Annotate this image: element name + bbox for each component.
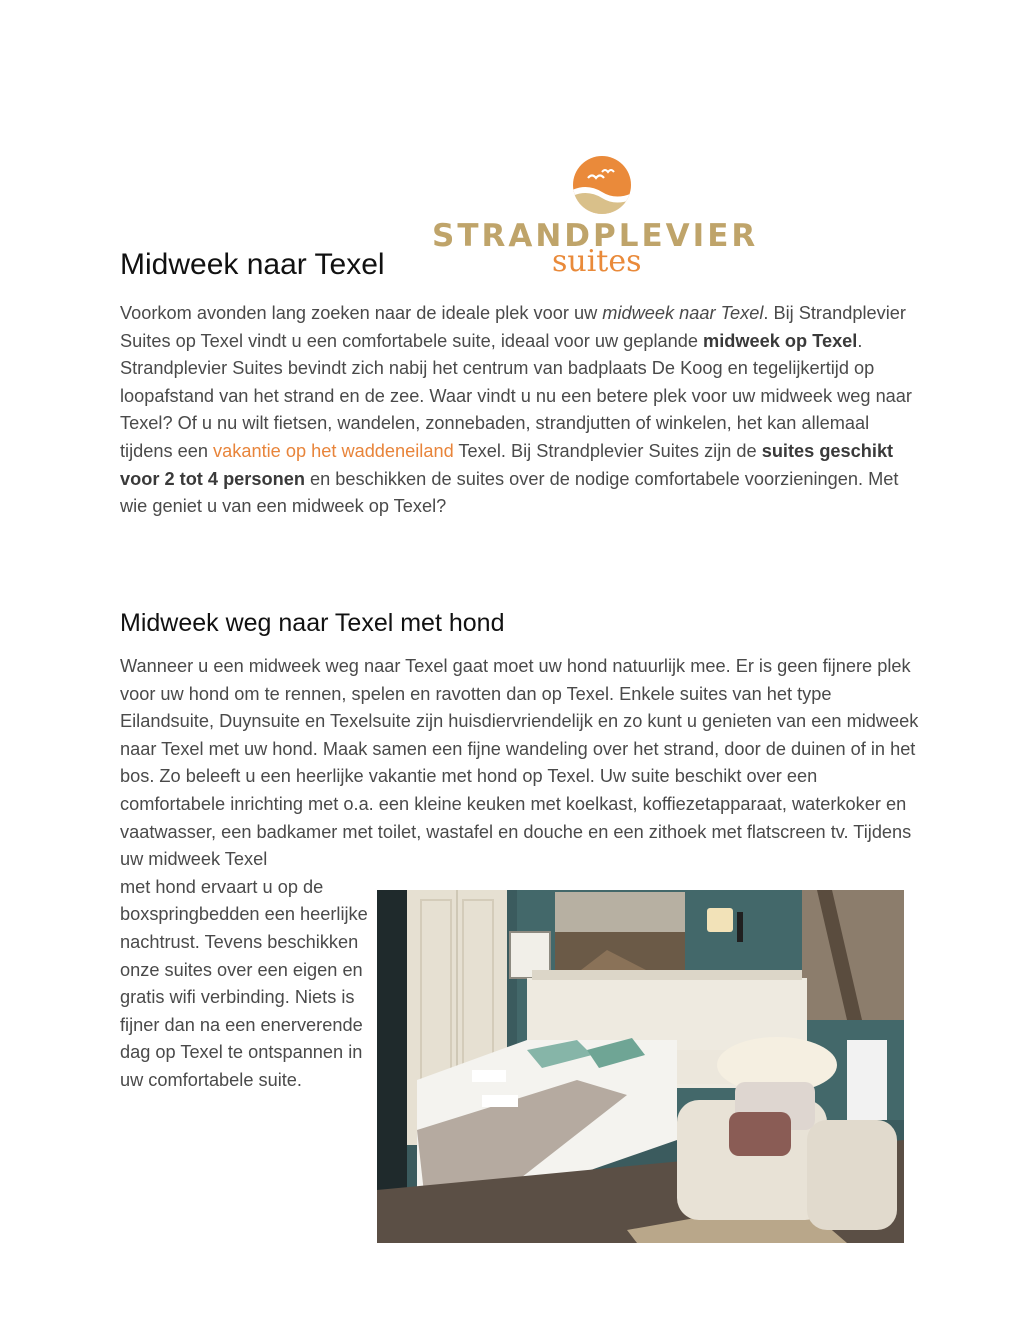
- intro-emphasis: midweek naar Texel: [602, 303, 764, 323]
- intro-text-3: . Strandplevier Suites bevindt zich nabij het centrum van badplaats De Koog en tegelijkertijd op loopafstand van het strand en de zee. Waar vindt u nu een betere plek voor uw midweek weg naar Texel? Of u nu wilt fietsen, wandelen, zonnebaden, strandjutten of winkelen, het kan allemaal tijdens een: [120, 330, 912, 461]
- logo-brand-text: STRANDPLEVIER: [432, 218, 759, 254]
- strandplevier-logo: [428, 152, 778, 282]
- bedroom-image: [377, 890, 904, 1243]
- intro-paragraph: [120, 300, 920, 521]
- section-heading-hond: Midweek weg naar Texel met hond: [120, 609, 505, 637]
- suite-interior-photo: [377, 890, 904, 1243]
- intro-text-5: en beschikken de suites over de nodige comfortabele voorzieningen. Met wie geniet u van een midweek op Texel?: [120, 468, 899, 517]
- intro-text-2: . Bij Strandplevier Suites op Texel vindt u een comfortabele suite, ideaal voor uw geplande: [120, 303, 906, 351]
- intro-text-4: Texel. Bij Strandplevier Suites zijn de: [453, 440, 762, 461]
- intro-bold-1: midweek op Texel: [703, 330, 858, 351]
- logo-sub-text: suites: [552, 244, 642, 279]
- hond-text-left: met hond ervaart u op de boxspringbedden een heerlijke nachtrust. Tevens beschikken onze suites over een eigen en gratis wifi verbinding. Niets is fijner dan na een enerverende dag op Texel te ontspannen in uw comfortabele suite.: [120, 876, 368, 1090]
- intro-bold-2: suites geschikt voor 2 tot 4 personen: [120, 440, 894, 489]
- sun-wave-icon: [428, 152, 778, 222]
- hond-text-full: Wanneer u een midweek weg naar Texel gaat moet uw hond natuurlijk mee. Er is geen fijnere plek voor uw hond om te rennen, spelen en ravotten dan op Texel. Enkele suites van het type Eilandsuite, Duynsuite en Texelsuite zijn huisdiervriendelijk en zo kunt u genieten van een midweek naar Texel met uw hond. Maak samen een fijne wandeling over het strand, door de duinen of in het bos. Zo beleeft u een heerlijke vakantie met hond op Texel. Uw suite beschikt over een comfortabele inrichting met o.a. een kleine keuken met koelkast, koffiezetapparaat, waterkoker en vaatwasser, een badkamer met toilet, wastafel en douche en een zithoek met flatscreen tv. Tijdens uw midweek Texel: [120, 656, 919, 870]
- intro-text-1: Voorkom avonden lang zoeken naar de ideale plek voor uw: [120, 303, 603, 323]
- page-title: Midweek naar Texel: [120, 248, 385, 281]
- vakantie-link[interactable]: vakantie op het waddeneiland: [213, 440, 454, 461]
